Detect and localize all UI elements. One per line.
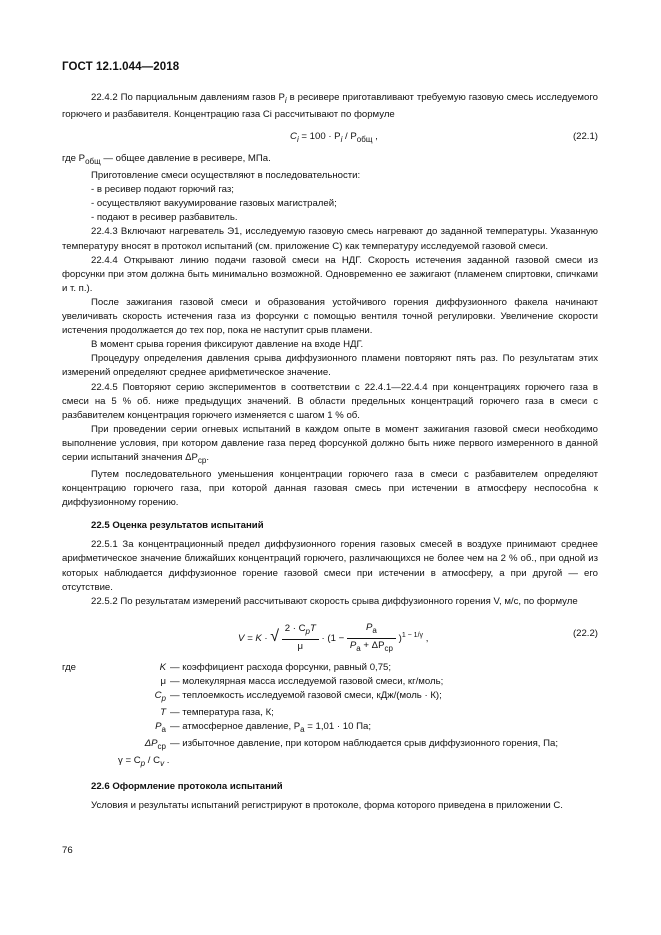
paragraph-where-p: где $P_{общ}$ — общее давление в ресивере, МПа. [62, 153, 271, 166]
document-header: ГОСТ 12.1.044—2018 [62, 61, 180, 73]
paragraph-repeat: Процедуру определения давления срыва диффузионного пламени повторяют пять раз. По результатам этих измерений определяют среднее арифметическое значение. [62, 353, 598, 379]
paragraph-22-5-2: 22.5.2 По результатам измерений рассчитывают скорость срыва диффузионного горения V, м/с, по формуле [91, 595, 578, 607]
page-number: 76 [62, 845, 73, 856]
paragraph-22-6: Условия и результаты испытаний регистрируют в протоколе, форма которого приведена в приложении С. [91, 800, 563, 812]
paragraph-22-4-5: 22.4.5 Повторяют серию экспериментов в соответствии с 22.4.1—22.4.4 при концентрациях горючего газа в смеси на 5 % об. ниже предыдущих значений. В области предельных концентраций горючего газа в смеси с разбавителем концентрация горючего изменяется с шагом 1 % об. [62, 381, 598, 421]
section-heading-22-6: 22.6 Оформление протокола испытаний [91, 781, 283, 793]
list-item: - подают в ресивер разбавитель. [91, 212, 238, 224]
section-heading-22-5: 22.5 Оценка результатов испытаний [91, 520, 264, 532]
paragraph-fire-tests: При проведении серии огневых испытаний в каждом опыте в момент зажигания газовой смеси необходимо выполнение условия, при котором давление газа перед форсункой должно быть ниже первого измеренного в данной серии испытаний значения $\Delta P_{ср}$. [62, 423, 598, 465]
paragraph-22-4-3: 22.4.3 Включают нагреватель Э1, исследуемую газовую смесь нагревают до заданной температуры. Указанную температуру вносят в протокол испытаний (см. приложение С) как температуру исследуемой газовой смеси. [62, 226, 598, 252]
where-list: где K — коэффициент расхода форсунки, равный 0,75; μ — молекулярная масса исследуемой газовой смеси, кг/моль; $C_p$ — теплоемкость исследуемой газовой смеси, кДж/(моль · К); T — температура газа, К; $P_a$ — атмосферное давление, $P_a = 1,01 \cdot 10$ Па; $\Delta P_{ср}$ — избыточное давление, при котором наблюдается срыв диффузионного горения, Па; $\gamma = C_p / C_v$ . [62, 661, 559, 768]
list-item: - в ресивер подают горючий газ; [91, 184, 234, 196]
equation-number: (22.2) [572, 627, 598, 639]
paragraph-22-5-1: 22.5.1 За концентрационный предел диффузионного горения газовых смесей в воздухе принимают среднее арифметическое значение ближайших концентраций горючего, различающихся не более чем на 2 % об., при одной из которых наблюдается диффузионное горение газовой смеси при истечении в атмосферу, а при другой — его отсутствие. [62, 539, 598, 593]
paragraph-ignition: После зажигания газовой смеси и образования устойчивого горения диффузионного факела начинают увеличивать скорость истечения газа из форсунки с помощью вентиля точной регулировки. Увеличение скорости истечения продолжается до тех пор, пока не наступит срыв пламени. [62, 296, 598, 337]
document-body [62, 91, 598, 813]
formula-22-2: V = K · √ $\frac{2 \cdot C_pT}{\mu}$ · (1 − $\frac{P_a}{P_a + \Delta P_{ср}}$ )$^{1 - 1/\gamma}$ , (22.2) [238, 621, 598, 653]
paragraph-breakoff: В момент срыва горения фиксируют давление на входе НДГ. [91, 339, 364, 351]
list-item: - осуществляют вакуумирование газовых магистралей; [91, 198, 337, 210]
paragraph-22-4-2: 22.4.2 По парциальным давлениям газов $P_i$ в ресивере приготавливают требуемую газовую смесь исследуемого горючего и разбавителя. Концентрацию газа Ci рассчитывают по формуле [62, 92, 598, 120]
paragraph-sequential: Путем последовательного уменьшения концентрации горючего газа в смеси с разбавителем определяют концентрацию горючего газа, при которой данная газовая смесь при истечении в атмосферу неспособна к диффузионному горению. [62, 468, 598, 509]
formula-22-1: $C_i = 100 \cdot P_i / P_{общ}$ , (22.1) [290, 131, 598, 144]
paragraph-mixture: Приготовление смеси осуществляют в последовательности: [91, 170, 361, 182]
equation-number: (22.1) [572, 131, 598, 143]
paragraph-22-4-4: 22.4.4 Открывают линию подачи газовой смеси на НДГ. Скорость истечения заданной газовой смеси из форсунки при этом должна быть минимально возможной. Одновременно ее зажигают (пламенем спиртовки, спичками и т. п.). [62, 254, 598, 294]
